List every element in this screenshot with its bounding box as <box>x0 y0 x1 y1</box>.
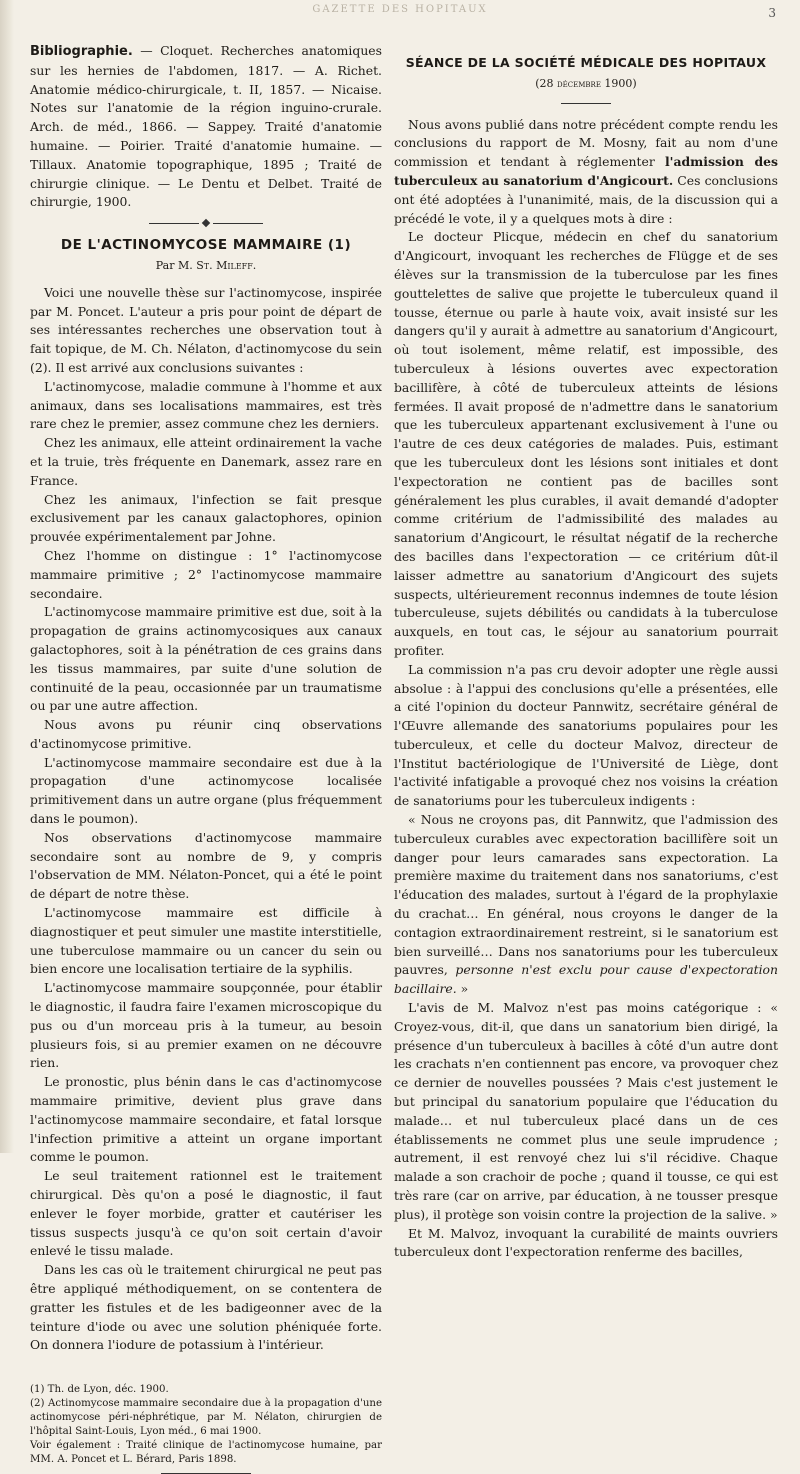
article-paragraph: Nos observations d'actinomycose mammaire secondaire sont au nombre de 9, y compris l'observation de MM. Nélaton-Poncet, qui a été le point de départ de notre thèse. <box>30 829 382 902</box>
article-paragraph: Chez les animaux, l'infection se fait presque exclusivement par les canaux galactophores, opinion prouvée expérimentalement par Johne. <box>30 491 382 545</box>
quote-emphasis: personne n'est exclu pour cause d'expectoration bacillaire. <box>394 962 778 997</box>
footnotes <box>30 1383 382 1474</box>
running-head: GAZETTE DES HOPITAUX <box>312 4 488 15</box>
session-title: SÉANCE DE LA SOCIÉTÉ MÉDICALE DES HOPITAUX <box>405 55 767 70</box>
session-quote: « Nous ne croyons pas, dit Pannwitz, que l'admission des tuberculeux curables avec expectoration bacillifère soit un danger pour leurs camarades sans expectoration. La première maxime du traitement dans nos sanatoriums, c'est l'éducation des malades, surtout à l'égard de la prophylaxie du crachat… En général, nous croyons le danger de la contagion extraordinairement restreint, si le sanatorium est bien surveillé… Dans nos sanatoriums pour les tuberculeux pauvres, personne n'est exclu pour cause d'expectoration bacillaire. » <box>394 812 778 997</box>
article-author <box>30 257 382 276</box>
article-title: DE L'ACTINOMYCOSE MAMMAIRE (1) <box>60 237 352 254</box>
session-paragraph: Nous avons publié dans notre précédent compte rendu les conclusions du rapport de M. Mosny, fait au nom d'une commission et tendant à réglementer l'admission des tuberculeux au sanatorium d'Angicourt. Ces conclusions ont été adoptées à l'unanimité, mais, de la discussion qui a précédé le vote, il y a quelques mots à dire : <box>394 116 778 226</box>
session-paragraph: La commission n'a pas cru devoir adopter une règle aussi absolue : à l'appui des conclusions qu'elle a présentées, elle a cité l'opinion du docteur Pannwitz, secrétaire général de l'Œuvre allemande des sanatoriums populaires pour les tuberculeux, et celle du docteur Malvoz, directeur de l'Institut bactériologique de l'Université de Liège, dont l'activité infatigable a provoqué chez nos voisins la création de sanatoriums pour les tuberculeux indigents : <box>394 661 778 809</box>
footnote: (2) Actinomycose mammaire secondaire due à la propagation d'une actinomycose péri-néphrétique, par M. Nélaton, chirurgien de l'hôpital Saint-Louis, Lyon méd., 6 mai 1900. <box>30 1398 382 1438</box>
article-paragraph: Dans les cas où le traitement chirurgical ne peut pas être appliqué méthodiquement, on se contentera de gratter les fistules et de les badigeonner avec de la teinture d'iode ou avec une solution phéniquée forte. On donnera l'iodure de potassium à l'intérieur. <box>30 1262 382 1353</box>
article-paragraph: Le pronostic, plus bénin dans le cas d'actinomycose mammaire primitive, devient plus grave dans l'actinomycose mammaire secondaire, et fatal lorsque l'infection primitive a atteint un organe important comme le poumon. <box>30 1074 382 1165</box>
article-paragraph: Nous avons pu réunir cinq observations d'actinomycose primitive. <box>30 717 382 751</box>
session-topic: l'admission des tuberculeux au sanatorium d'Angicourt. <box>394 154 778 188</box>
article-paragraph: Chez les animaux, elle atteint ordinairement la vache et la truie, très fréquente en Danemark, assez rare en France. <box>30 435 382 488</box>
session-paragraph: Le docteur Plicque, médecin en chef du sanatorium d'Angicourt, invoquant les recherches de Flügge et de ses élèves sur la transmission de la tuberculose par les fines gouttelettes de salive que projette le tuberculeux quand il tousse, éternue ou parle à haute voix, avait insisté sur les dangers qu'il y aurait à admettre au sanatorium d'Angicourt, où tout isolement, même relatif, est impossible, des tuberculeux à lésions ouvertes avec expectoration bacillifère, à côté de tuberculeux atteints de lésions fermées. Il avait proposé de n'admettre dans le sanatorium que les tuberculeux appartenant exclusivement à l'une ou l'autre de ces deux catégories de malades. Puis, estimant que les tuberculeux dont les lésions sont initiales et dont l'expectoration ne contient pas de bacilles sont généralement les plus curables, il avait demandé d'adopter comme critérium de l'admissibilité des malades au sanatorium d'Angicourt, le résultat négatif de la recherche des bacilles dans l'expectoration — ce critérium dût-il laisser admettre au sanatorium d'Angicourt des sujets suspects, ultérieurement reconnus indemnes de toute lésion tuberculeuse, sujets débilités ou candidats à la tuberculose auxquels, en tout cas, le séjour au sanatorium pourrait profiter. <box>394 229 778 658</box>
article-paragraph: Voici une nouvelle thèse sur l'actinomycose, inspirée par M. Poncet. L'auteur a pris pour point de départ de ses intéressantes recherches une observation tout à fait topique, de M. Ch. Nélaton, d'actinomycose du sein (2). Il est arrivé aux conclusions suivantes : <box>30 284 382 375</box>
title-rule <box>561 103 611 104</box>
bibliography-text: — Cloquet. Recherches anatomiques sur les hernies de l'abdomen, 1817. — A. Richet. Anatomie médico-chirurgicale, t. II, 1857. — Nicaise. Notes sur l'anatomie de la région inguino-crurale. Arch. de méd., 1866. — Sappey. Traité d'anatomie humaine. — Poirier. Traité d'anatomie humaine. — Tillaux. Anatomie topographique, 1895 ; Traité de chirurgie clinique. — Le Dentu et Delbet. Traité de chirurgie, 1900. <box>30 43 382 210</box>
bibliography-heading: Bibliographie. <box>30 44 133 59</box>
article-paragraph: Le seul traitement rationnel est le traitement chirurgical. Dès qu'on a posé le diagnostic, il faut enlever le foyer morbide, gratter et cautériser les tissus suspects jusqu'à ce qu'on soit certain d'avoir enlevé le tissu malade. <box>30 1168 382 1259</box>
bibliography <box>30 42 382 212</box>
session-paragraph: Et M. Malvoz, invoquant la curabilité de maints ouvriers tuberculeux dont l'expectoration renferme des bacilles, <box>394 1225 778 1260</box>
footnote: (1) Th. de Lyon, déc. 1900. <box>30 1384 169 1396</box>
article-paragraph: L'actinomycose, maladie commune à l'homme et aux animaux, dans ses localisations mammaires, est très rare chez le premier, assez commune chez les derniers. <box>30 378 382 432</box>
footnote: Voir également : Traité clinique de l'actinomycose humaine, par MM. A. Poncet et L. Bérard, Paris 1898. <box>30 1440 382 1466</box>
session-paragraph: L'avis de M. Malvoz n'est pas moins catégorique : « Croyez-vous, dit-il, que dans un sanatorium bien dirigé, la présence d'un tuberculeux à bacilles à côté d'un autre dont les crachats n'en contiennent pas encore, va provoquer chez ce dernier de nouvelles poussées ? Mais c'est justement le but principal du sanatorium populaire que l'éducation du malade… et nul tuberculeux placé dans un de ces établissements ne commet plus une seule imprudence ; autrement, il est renvoyé chez lui s'il récidive. Chaque malade a son crachoir de poche ; quand il tousse, ce qui est très rare (car on arrive, par éducation, à ne tousser presque plus), il protège son voisin contre la projection de la salive. » <box>394 1000 778 1222</box>
right-column <box>394 42 778 1260</box>
article-paragraph: Chez l'homme on distingue : 1° l'actinomycose mammaire primitive ; 2° l'actinomycose mammaire secondaire. <box>30 547 382 601</box>
session-date: (28 décembre 1900) <box>535 76 637 90</box>
article-paragraph: L'actinomycose mammaire secondaire est due à la propagation d'une actinomycose localisée primitivement dans un autre organe (plus fréquemment dans le poumon). <box>30 754 382 827</box>
article-paragraph: L'actinomycose mammaire primitive est due, soit à la propagation de grains actinomycosiques aux canaux galactophores, soit à la pénétration de ces grains dans les tissus mammaires, par suite d'une solution de continuité de la peau, occasionnée par un traumatisme ou par une autre affection. <box>30 604 382 714</box>
article-paragraph: L'actinomycose mammaire est difficile à diagnostiquer et peut simuler une mastite interstitielle, une tuberculose mammaire ou un cancer du sein ou bien encore une localisation tertiaire de la syphilis. <box>30 905 382 977</box>
section-ornament <box>30 220 382 226</box>
page-number: 3 <box>768 6 776 20</box>
article-paragraph: L'actinomycose mammaire soupçonnée, pour établir le diagnostic, il faudra faire l'examen microscopique du pus ou d'un morceau pris à la tumeur, au besoin plusieurs fois, si au premier examen on ne découvre rien. <box>30 980 382 1071</box>
author-name: St. Mileff. <box>196 258 257 272</box>
left-column <box>30 42 382 1466</box>
author-prefix: Par M. <box>155 258 197 272</box>
page-binding-edge <box>0 0 14 1153</box>
